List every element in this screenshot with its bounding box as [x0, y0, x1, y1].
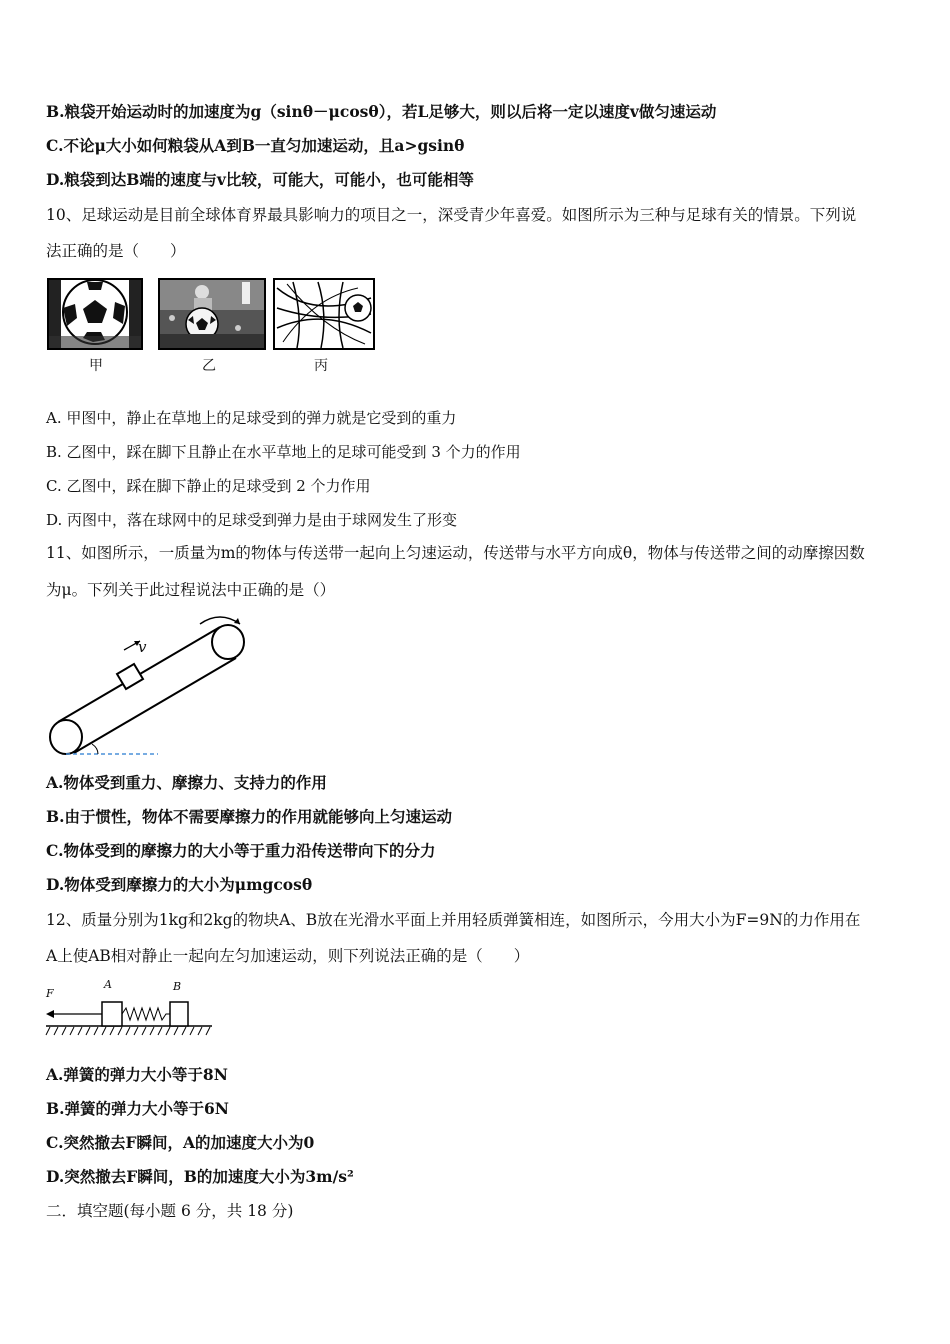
- q10-caption-jia: 甲: [89, 358, 103, 374]
- q10-stem-line1: 10、足球运动是目前全球体育界最具影响力的项目之一，深受青少年喜爱。如图所示为三种与足球有关的情景。下列说: [46, 206, 857, 224]
- q10-stem-line2: 法正确的是（ ）: [46, 242, 186, 260]
- q9-option-d: D.粮袋到达B端的速度与v比较，可能大，可能小，也可能相等: [46, 170, 474, 189]
- q10-figure-jia: [47, 278, 143, 354]
- q12-option-c: C.突然撤去F瞬间，A的加速度大小为0: [46, 1133, 315, 1152]
- q11-option-d: D.物体受到摩擦力的大小为μmgcosθ: [46, 875, 313, 894]
- q11-option-c: C.物体受到的摩擦力的大小等于重力沿传送带向下的分力: [46, 841, 436, 860]
- q11-option-b: B.由于惯性，物体不需要摩擦力的作用就能够向上匀速运动: [46, 807, 452, 826]
- q10-figure-yi: [158, 278, 266, 354]
- q12-option-d: D.突然撤去F瞬间，B的加速度大小为3m/s²: [46, 1167, 354, 1186]
- q9-option-c: C.不论μ大小如何粮袋从A到B一直匀加速运动，且a>gsinθ: [46, 136, 465, 155]
- q12-option-a: A.弹簧的弹力大小等于8N: [46, 1065, 228, 1084]
- q12-block-a-label: A: [104, 978, 112, 991]
- q11-stem-line2: 为μ。下列关于此过程说法中正确的是（）: [46, 581, 336, 599]
- q10-caption-yi: 乙: [202, 358, 216, 374]
- section-2-heading: 二．填空题(每小题 6 分，共 18 分): [46, 1202, 294, 1220]
- q10-option-b: B. 乙图中，踩在脚下且静止在水平草地上的足球可能受到 3 个力的作用: [46, 443, 521, 461]
- q11-stem-line1: 11、如图所示，一质量为m的物体与传送带一起向上匀速运动，传送带与水平方向成θ，物体与传送带之间的动摩擦因数: [46, 544, 865, 562]
- q12-block-b-label: B: [173, 980, 182, 993]
- q12-option-b: B.弹簧的弹力大小等于6N: [46, 1099, 229, 1118]
- q10-figure-bing: [273, 278, 375, 354]
- q12-force-label: F: [46, 987, 54, 1000]
- q12-stem-line2: A上使AB相对静止一起向左匀加速运动，则下列说法正确的是（ ）: [46, 947, 530, 965]
- q10-caption-bing: 丙: [314, 358, 328, 374]
- q11-conveyor-figure: [44, 612, 259, 764]
- q12-stem-line1: 12、质量分别为1kg和2kg的物块A、B放在光滑水平面上并用轻质弹簧相连，如图所示，今用大小为F=9N的力作用在: [46, 911, 861, 929]
- q10-option-c: C. 乙图中，踩在脚下静止的足球受到 2 个力作用: [46, 477, 371, 495]
- q11-option-a: A.物体受到重力、摩擦力、支持力的作用: [46, 773, 327, 792]
- q9-option-b: B.粮袋开始运动时的加速度为g（sinθ－μcosθ），若L足够大，则以后将一定以速度v做匀速运动: [46, 102, 717, 121]
- q10-option-a: A. 甲图中，静止在草地上的足球受到的弹力就是它受到的重力: [46, 409, 457, 427]
- q10-option-d: D. 丙图中，落在球网中的足球受到弹力是由于球网发生了形变: [46, 511, 458, 529]
- q12-spring-figure: [44, 980, 216, 1042]
- q11-velocity-label: v: [138, 638, 147, 656]
